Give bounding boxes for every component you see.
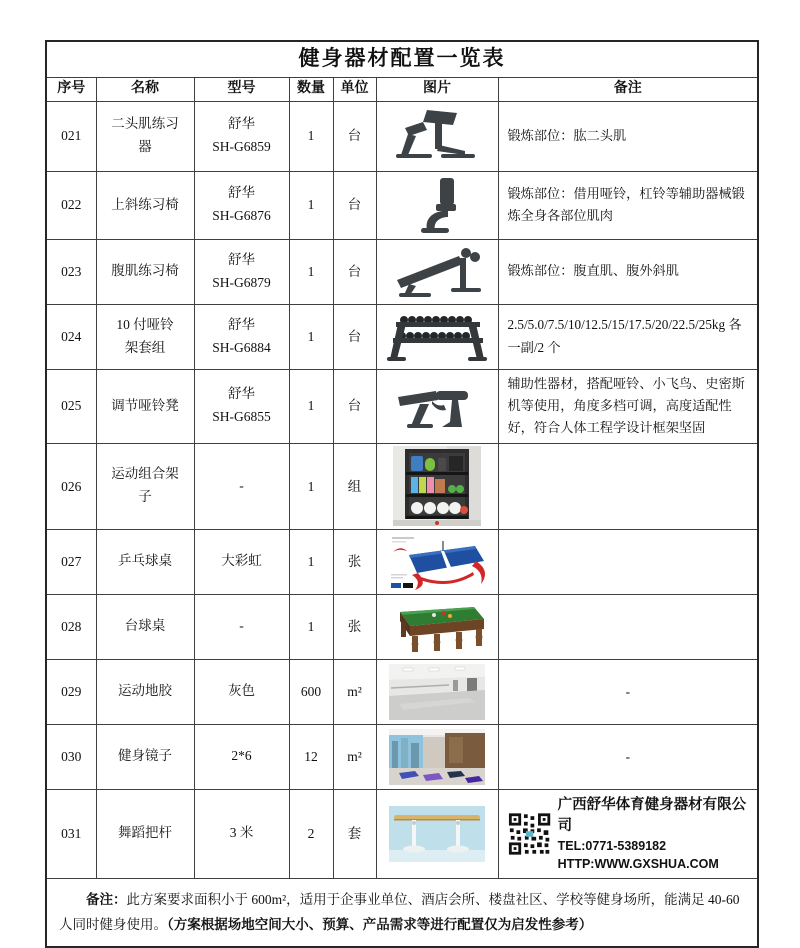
image-cell (376, 443, 498, 529)
model-brand: 3 米 (229, 825, 254, 841)
unit: 台 (333, 101, 376, 171)
equipment-name: 10 付哑铃架套组 (96, 304, 194, 369)
unit: 台 (333, 171, 376, 239)
row-no: 028 (46, 594, 96, 659)
row-no: 029 (46, 659, 96, 724)
equipment-model (194, 101, 289, 171)
equipment-model (194, 171, 289, 239)
billiard-table-image (386, 598, 488, 656)
table-row (46, 171, 758, 239)
header-row (46, 77, 758, 101)
model-brand: 舒华 (228, 316, 255, 332)
equipment-name: 乒乓球桌 (96, 529, 194, 594)
equipment-name: 运动地胶 (96, 659, 194, 724)
company-remark-cell (498, 789, 758, 878)
equipment-model (194, 789, 289, 878)
table-row (46, 789, 758, 878)
quantity: 12 (289, 724, 333, 789)
footnote-row (46, 879, 758, 947)
model-code: SH-G6876 (212, 208, 271, 223)
image-cell (376, 659, 498, 724)
model-brand: - (239, 477, 244, 493)
equipment-model (194, 724, 289, 789)
table-row (46, 443, 758, 529)
page-title: 健身器材配置一览表 (46, 41, 758, 77)
row-no: 022 (46, 171, 96, 239)
unit: 台 (333, 369, 376, 443)
equipment-name: 调节哑铃凳 (96, 369, 194, 443)
col-header-image: 图片 (376, 77, 498, 101)
model-brand: 舒华 (228, 251, 255, 267)
unit: 台 (333, 304, 376, 369)
equipment-name: 健身镜子 (96, 724, 194, 789)
image-cell (376, 594, 498, 659)
image-cell (376, 171, 498, 239)
model-code: SH-G6884 (212, 339, 271, 355)
title-row (46, 41, 758, 77)
row-no: 023 (46, 239, 96, 304)
equipment-model (194, 304, 289, 369)
row-no: 031 (46, 789, 96, 878)
table-row (46, 594, 758, 659)
col-header-remark: 备注 (498, 77, 758, 101)
adjustable-dumbbell-bench-image (392, 380, 482, 432)
equipment-name: 舞蹈把杆 (96, 789, 194, 878)
col-header-no: 序号 (46, 77, 96, 101)
footnote-label: 备注： (86, 891, 127, 907)
equipment-model (194, 369, 289, 443)
dumbbell-rack-set-image (386, 311, 488, 363)
preacher-curl-bench-image (391, 107, 483, 165)
equipment-name: 二头肌练习器 (96, 101, 194, 171)
table-row (46, 369, 758, 443)
row-no: 026 (46, 443, 96, 529)
sports-storage-rack-image (393, 446, 481, 526)
equipment-model (194, 239, 289, 304)
company-name: 广西舒华体育健身器材有限公司 (557, 796, 747, 834)
col-header-name: 名称 (96, 77, 194, 101)
qr-code-icon (508, 811, 551, 857)
equipment-name: 上斜练习椅 (96, 171, 194, 239)
quantity: 1 (289, 594, 333, 659)
incline-exercise-chair-image (402, 176, 472, 234)
unit: m² (333, 659, 376, 724)
image-cell (376, 724, 498, 789)
col-header-unit: 单位 (333, 77, 376, 101)
remark: 锻炼部位：借用哑铃，杠铃等辅助器械锻炼全身各部位肌肉 (498, 171, 758, 239)
remark: 锻炼部位：肱二头肌 (498, 101, 758, 171)
quantity: 600 (289, 659, 333, 724)
table-row (46, 304, 758, 369)
image-cell (376, 239, 498, 304)
unit: 张 (333, 529, 376, 594)
table-row (46, 239, 758, 304)
model-brand: 舒华 (228, 185, 255, 201)
company-tel: TEL:0771-5389182 (557, 838, 667, 853)
remark: - (498, 659, 758, 724)
footnote-body: 此方案要求面积小于 600m²，适用于企事业单位、酒店会所、楼盘社区、学校等健身场所，能满足 40-60 人同时健身使用。 (59, 891, 740, 933)
unit: 张 (333, 594, 376, 659)
model-code: SH-G6879 (212, 274, 271, 290)
col-header-qty: 数量 (289, 77, 333, 101)
quantity: 1 (289, 443, 333, 529)
footnote-text (59, 887, 745, 938)
unit: m² (333, 724, 376, 789)
dance-barre-photo (389, 806, 485, 862)
table-tennis-table-image (385, 532, 489, 592)
remark: 辅助性器材，搭配哑铃、小飞鸟、史密斯机等使用，角度多档可调，高度适配性好，符合人体工程学设计框架坚固 (498, 369, 758, 443)
table-row (46, 659, 758, 724)
col-header-model: 型号 (194, 77, 289, 101)
equipment-name: 台球桌 (96, 594, 194, 659)
image-cell (376, 101, 498, 171)
remark (498, 443, 758, 529)
equipment-model (194, 529, 289, 594)
footnote-bold: （方案根据场地空间大小、预算、产品需求等进行配置仅为启发性参考） (167, 917, 593, 933)
table-row (46, 101, 758, 171)
row-no: 021 (46, 101, 96, 171)
model-brand: 舒华 (228, 116, 255, 132)
remark: - (498, 724, 758, 789)
model-brand: 大彩虹 (221, 553, 262, 569)
remark: 2.5/5.0/7.5/10/12.5/15/17.5/20/22.5/25kg 各一副/2 个 (498, 304, 758, 369)
image-cell (376, 369, 498, 443)
row-no: 030 (46, 724, 96, 789)
model-brand: 舒华 (228, 386, 255, 402)
ab-exercise-bench-image (389, 245, 485, 299)
row-no: 027 (46, 529, 96, 594)
model-brand: 2*6 (231, 748, 252, 764)
table-row (46, 529, 758, 594)
model-brand: 灰色 (228, 683, 255, 699)
quantity: 1 (289, 529, 333, 594)
equipment-name: 运动组合架子 (96, 443, 194, 529)
quantity: 2 (289, 789, 333, 878)
unit: 套 (333, 789, 376, 878)
quantity: 1 (289, 101, 333, 171)
image-cell (376, 529, 498, 594)
row-no: 025 (46, 369, 96, 443)
equipment-name: 腹肌练习椅 (96, 239, 194, 304)
remark: 锻炼部位：腹直肌、腹外斜肌 (498, 239, 758, 304)
model-brand: - (239, 618, 244, 634)
quantity: 1 (289, 171, 333, 239)
row-no: 024 (46, 304, 96, 369)
equipment-model (194, 594, 289, 659)
quantity: 1 (289, 304, 333, 369)
remark (498, 594, 758, 659)
model-code: SH-G6859 (212, 139, 271, 154)
equipment-model (194, 659, 289, 724)
table-row (46, 724, 758, 789)
equipment-table (45, 40, 759, 948)
gym-mirror-photo (389, 729, 485, 785)
equipment-model (194, 443, 289, 529)
sports-flooring-photo (389, 664, 485, 720)
quantity: 1 (289, 239, 333, 304)
image-cell (376, 789, 498, 878)
remark (498, 529, 758, 594)
model-code: SH-G6855 (212, 409, 271, 425)
company-info-block (508, 793, 749, 875)
unit: 组 (333, 443, 376, 529)
company-website: HTTP:WWW.GXSHUA.COM (557, 856, 719, 871)
footnote-cell (46, 879, 758, 947)
unit: 台 (333, 239, 376, 304)
image-cell (376, 304, 498, 369)
quantity: 1 (289, 369, 333, 443)
